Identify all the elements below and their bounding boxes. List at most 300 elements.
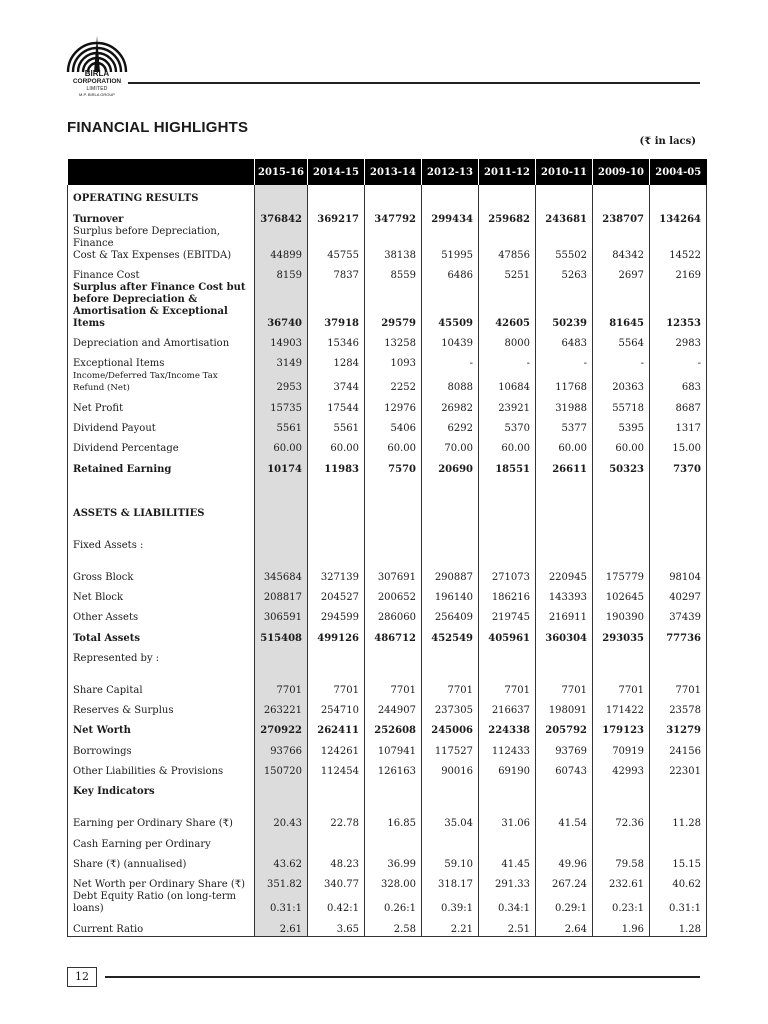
row-label: [68, 891, 255, 915]
table-row: [68, 871, 707, 891]
logo-text: [62, 70, 132, 97]
value-cell-2010-11: 220945: [536, 552, 593, 584]
value-cell-2011-12: 5370: [479, 415, 536, 435]
value-cell-2015-16: [255, 645, 308, 665]
value-cell-2009-10: 5564: [593, 330, 650, 350]
value-cell-2009-10: 81645: [593, 282, 650, 330]
value-cell-2014-15: [308, 645, 365, 665]
value-cell-2004-05: [650, 520, 707, 552]
value-cell-2014-15: [308, 830, 365, 850]
value-cell-2013-14: 29579: [365, 282, 422, 330]
value-cell-2013-14: 2.58: [365, 915, 422, 936]
logo-line2: CORPORATION: [72, 78, 122, 85]
value-cell-2010-11: 5263: [536, 262, 593, 282]
value-cell-2011-12: 186216: [479, 584, 536, 604]
row-label: [68, 645, 255, 665]
value-cell-2015-16: 20.43: [255, 798, 308, 830]
value-cell-2010-11: 41.54: [536, 798, 593, 830]
value-cell-2004-05: 23578: [650, 697, 707, 717]
value-cell-2013-14: 0.26:1: [365, 891, 422, 915]
value-cell-2013-14: 7701: [365, 665, 422, 697]
value-cell-2012-13: 59.10: [422, 851, 479, 871]
row-label: [68, 394, 255, 414]
header-rule: [128, 82, 700, 84]
value-cell-2009-10: 238707: [593, 205, 650, 225]
value-cell-2004-05: 24156: [650, 737, 707, 757]
value-cell-2015-16: 15735: [255, 394, 308, 414]
value-cell-2015-16: 150720: [255, 758, 308, 778]
value-cell-2009-10: 175779: [593, 552, 650, 584]
value-cell-2012-13: [422, 476, 479, 520]
value-cell-2014-15: 262411: [308, 717, 365, 737]
value-cell-2013-14: [365, 185, 422, 205]
value-cell-2014-15: 11983: [308, 455, 365, 475]
value-cell-2004-05: 7701: [650, 665, 707, 697]
value-cell-2014-15: [308, 185, 365, 205]
table-row: [68, 205, 707, 225]
row-label-line: Surplus before Depreciation, Finance: [73, 225, 220, 249]
value-cell-2013-14: 36.99: [365, 851, 422, 871]
table-row: [68, 455, 707, 475]
value-cell-2013-14: 60.00: [365, 435, 422, 455]
table-row: [68, 394, 707, 414]
row-label: [68, 778, 255, 798]
value-cell-2013-14: 16.85: [365, 798, 422, 830]
value-cell-2004-05: 40297: [650, 584, 707, 604]
value-cell-2004-05: 77736: [650, 624, 707, 644]
value-cell-2009-10: 232.61: [593, 871, 650, 891]
row-label: [68, 717, 255, 737]
value-cell-2015-16: 5561: [255, 415, 308, 435]
value-cell-2013-14: 244907: [365, 697, 422, 717]
table-row: [68, 891, 707, 915]
value-cell-2009-10: 50323: [593, 455, 650, 475]
value-cell-2010-11: [536, 830, 593, 850]
value-cell-2009-10: 190390: [593, 604, 650, 624]
value-cell-2011-12: [479, 645, 536, 665]
logo-line3: LIMITED: [86, 85, 108, 92]
table-row: [68, 778, 707, 798]
value-cell-2009-10: 79.58: [593, 851, 650, 871]
row-label-line: Surplus after Finance Cost but: [73, 281, 246, 293]
unit-note: (₹ in lacs): [639, 136, 696, 147]
row-label: [68, 435, 255, 455]
table-row: [68, 435, 707, 455]
value-cell-2014-15: 37918: [308, 282, 365, 330]
value-cell-2011-12: 10684: [479, 370, 536, 394]
value-cell-2010-11: [536, 778, 593, 798]
value-cell-2012-13: 26982: [422, 394, 479, 414]
year-header-2014-15: 2014-15: [308, 159, 365, 185]
value-cell-2011-12: 18551: [479, 455, 536, 475]
row-label-line: Net Block: [73, 591, 124, 603]
value-cell-2015-16: 306591: [255, 604, 308, 624]
value-cell-2010-11: [536, 520, 593, 552]
value-cell-2010-11: 143393: [536, 584, 593, 604]
value-cell-2014-15: 0.42:1: [308, 891, 365, 915]
value-cell-2011-12: 291.33: [479, 871, 536, 891]
row-label-line: Net Worth per Ordinary Share (₹): [73, 879, 246, 891]
value-cell-2004-05: 2983: [650, 330, 707, 350]
value-cell-2012-13: -: [422, 350, 479, 370]
value-cell-2015-16: 351.82: [255, 871, 308, 891]
row-label-line: before Depreciation &: [73, 293, 198, 305]
value-cell-2014-15: 1284: [308, 350, 365, 370]
value-cell-2009-10: -: [593, 350, 650, 370]
value-cell-2004-05: 14522: [650, 226, 707, 262]
value-cell-2009-10: 2697: [593, 262, 650, 282]
table-row: [68, 915, 707, 936]
row-label: [68, 604, 255, 624]
row-label: [68, 851, 255, 871]
row-label: [68, 584, 255, 604]
row-label: [68, 520, 255, 552]
value-cell-2013-14: 7570: [365, 455, 422, 475]
value-cell-2015-16: [255, 520, 308, 552]
row-label-line: Fixed Assets :: [73, 539, 144, 551]
value-cell-2011-12: [479, 830, 536, 850]
value-cell-2015-16: 36740: [255, 282, 308, 330]
row-label-line: Net Profit: [73, 402, 124, 414]
value-cell-2012-13: 237305: [422, 697, 479, 717]
value-cell-2014-15: 7837: [308, 262, 365, 282]
value-cell-2004-05: 31279: [650, 717, 707, 737]
value-cell-2012-13: 6486: [422, 262, 479, 282]
table-row: [68, 330, 707, 350]
page-title: FINANCIAL HIGHLIGHTS: [67, 119, 249, 136]
value-cell-2013-14: [365, 778, 422, 798]
value-cell-2014-15: 340.77: [308, 871, 365, 891]
value-cell-2010-11: 60.00: [536, 435, 593, 455]
value-cell-2011-12: 405961: [479, 624, 536, 644]
table-row: [68, 798, 707, 830]
row-label-line: Cash Earning per Ordinary: [73, 838, 211, 850]
table-row: [68, 624, 707, 644]
row-label-line: Depreciation and Amortisation: [73, 338, 230, 350]
value-cell-2011-12: [479, 778, 536, 798]
year-header-2009-10: 2009-10: [593, 159, 650, 185]
value-cell-2004-05: 1317: [650, 415, 707, 435]
value-cell-2013-14: 5406: [365, 415, 422, 435]
value-cell-2013-14: [365, 645, 422, 665]
table-row: [68, 262, 707, 282]
row-label: [68, 282, 255, 330]
value-cell-2004-05: 12353: [650, 282, 707, 330]
value-cell-2011-12: 23921: [479, 394, 536, 414]
value-cell-2015-16: [255, 830, 308, 850]
row-label-line: Dividend Percentage: [73, 443, 179, 455]
year-header-2012-13: 2012-13: [422, 159, 479, 185]
table-row: [68, 185, 707, 205]
financial-table: [67, 159, 707, 937]
value-cell-2010-11: 11768: [536, 370, 593, 394]
value-cell-2004-05: 8687: [650, 394, 707, 414]
value-cell-2015-16: 208817: [255, 584, 308, 604]
value-cell-2012-13: [422, 830, 479, 850]
value-cell-2009-10: 293035: [593, 624, 650, 644]
row-label-line: Other Assets: [73, 612, 139, 624]
value-cell-2013-14: 252608: [365, 717, 422, 737]
value-cell-2014-15: 7701: [308, 665, 365, 697]
row-label-line: Other Liabilities & Provisions: [73, 766, 224, 778]
value-cell-2012-13: 318.17: [422, 871, 479, 891]
value-cell-2012-13: 245006: [422, 717, 479, 737]
value-cell-2009-10: 55718: [593, 394, 650, 414]
value-cell-2011-12: [479, 520, 536, 552]
row-label: [68, 370, 255, 394]
header-label-cell: [68, 159, 255, 185]
value-cell-2013-14: [365, 520, 422, 552]
year-header-2015-16: 2015-16: [255, 159, 308, 185]
value-cell-2012-13: 20690: [422, 455, 479, 475]
value-cell-2014-15: 5561: [308, 415, 365, 435]
value-cell-2015-16: 44899: [255, 226, 308, 262]
table-row: [68, 415, 707, 435]
table-header-row: [68, 159, 707, 185]
value-cell-2011-12: 60.00: [479, 435, 536, 455]
value-cell-2012-13: 90016: [422, 758, 479, 778]
value-cell-2015-16: 263221: [255, 697, 308, 717]
year-header-2004-05: 2004-05: [650, 159, 707, 185]
value-cell-2010-11: 50239: [536, 282, 593, 330]
value-cell-2014-15: 60.00: [308, 435, 365, 455]
value-cell-2009-10: 42993: [593, 758, 650, 778]
value-cell-2009-10: [593, 520, 650, 552]
value-cell-2012-13: 117527: [422, 737, 479, 757]
row-label: [68, 262, 255, 282]
logo-arcs-icon: [64, 30, 130, 74]
value-cell-2010-11: 205792: [536, 717, 593, 737]
row-label-line: Share Capital: [73, 684, 143, 696]
value-cell-2011-12: 112433: [479, 737, 536, 757]
value-cell-2014-15: 17544: [308, 394, 365, 414]
value-cell-2013-14: 347792: [365, 205, 422, 225]
row-label: [68, 226, 255, 262]
value-cell-2011-12: 0.34:1: [479, 891, 536, 915]
value-cell-2009-10: 84342: [593, 226, 650, 262]
value-cell-2010-11: 6483: [536, 330, 593, 350]
value-cell-2012-13: [422, 185, 479, 205]
row-label-line: Gross Block: [73, 571, 134, 583]
row-label: [68, 415, 255, 435]
value-cell-2011-12: 224338: [479, 717, 536, 737]
value-cell-2009-10: 5395: [593, 415, 650, 435]
value-cell-2012-13: 70.00: [422, 435, 479, 455]
value-cell-2011-12: 216637: [479, 697, 536, 717]
value-cell-2010-11: 267.24: [536, 871, 593, 891]
value-cell-2013-14: 38138: [365, 226, 422, 262]
value-cell-2014-15: [308, 778, 365, 798]
year-header-2011-12: 2011-12: [479, 159, 536, 185]
value-cell-2015-16: [255, 778, 308, 798]
row-label-line: Total Assets: [73, 632, 140, 644]
value-cell-2014-15: 3.65: [308, 915, 365, 936]
value-cell-2009-10: 1.96: [593, 915, 650, 936]
value-cell-2010-11: 360304: [536, 624, 593, 644]
value-cell-2004-05: 134264: [650, 205, 707, 225]
value-cell-2004-05: 2169: [650, 262, 707, 282]
row-label-line: Current Ratio: [73, 923, 144, 935]
row-label: [68, 697, 255, 717]
row-label-line: Represented by :: [73, 652, 160, 664]
value-cell-2014-15: [308, 476, 365, 520]
value-cell-2014-15: 499126: [308, 624, 365, 644]
table-row: [68, 552, 707, 584]
value-cell-2014-15: 48.23: [308, 851, 365, 871]
value-cell-2013-14: [365, 830, 422, 850]
value-cell-2011-12: 69190: [479, 758, 536, 778]
value-cell-2010-11: 2.64: [536, 915, 593, 936]
value-cell-2012-13: 45509: [422, 282, 479, 330]
value-cell-2011-12: 7701: [479, 665, 536, 697]
value-cell-2009-10: 171422: [593, 697, 650, 717]
row-label-line: Turnover: [73, 213, 124, 225]
value-cell-2011-12: 41.45: [479, 851, 536, 871]
value-cell-2009-10: 72.36: [593, 798, 650, 830]
value-cell-2009-10: [593, 645, 650, 665]
value-cell-2013-14: 126163: [365, 758, 422, 778]
value-cell-2009-10: [593, 185, 650, 205]
row-label-line: Earning per Ordinary Share (₹): [73, 818, 233, 830]
value-cell-2012-13: 299434: [422, 205, 479, 225]
row-label-line: Reserves & Surplus: [73, 705, 174, 717]
row-label-line: Net Worth: [73, 725, 131, 737]
value-cell-2013-14: [365, 476, 422, 520]
year-header-2013-14: 2013-14: [365, 159, 422, 185]
value-cell-2009-10: [593, 830, 650, 850]
value-cell-2015-16: 43.62: [255, 851, 308, 871]
value-cell-2010-11: 7701: [536, 665, 593, 697]
row-label-line: ASSETS & LIABILITIES: [73, 507, 205, 519]
value-cell-2011-12: 5251: [479, 262, 536, 282]
value-cell-2004-05: 7370: [650, 455, 707, 475]
row-label-line: Cost & Tax Expenses (EBITDA): [73, 249, 232, 261]
value-cell-2011-12: 219745: [479, 604, 536, 624]
value-cell-2014-15: 369217: [308, 205, 365, 225]
value-cell-2012-13: [422, 778, 479, 798]
value-cell-2009-10: [593, 778, 650, 798]
value-cell-2013-14: 200652: [365, 584, 422, 604]
value-cell-2015-16: 60.00: [255, 435, 308, 455]
value-cell-2011-12: 259682: [479, 205, 536, 225]
row-label: [68, 350, 255, 370]
value-cell-2015-16: 515408: [255, 624, 308, 644]
value-cell-2013-14: 12976: [365, 394, 422, 414]
value-cell-2011-12: [479, 476, 536, 520]
footer-rule: [105, 976, 700, 978]
table-row: [68, 851, 707, 871]
value-cell-2012-13: [422, 520, 479, 552]
value-cell-2011-12: 2.51: [479, 915, 536, 936]
row-label-line: Key Indicators: [73, 786, 155, 798]
value-cell-2014-15: 3744: [308, 370, 365, 394]
row-label-line: Income/Deferred Tax/Income Tax Refund (Net): [73, 371, 218, 394]
row-label: [68, 455, 255, 475]
value-cell-2004-05: 1.28: [650, 915, 707, 936]
value-cell-2009-10: 179123: [593, 717, 650, 737]
value-cell-2004-05: 37439: [650, 604, 707, 624]
row-label: [68, 476, 255, 520]
value-cell-2010-11: 93769: [536, 737, 593, 757]
row-label: [68, 830, 255, 850]
value-cell-2009-10: [593, 476, 650, 520]
value-cell-2014-15: 15346: [308, 330, 365, 350]
value-cell-2013-14: 307691: [365, 552, 422, 584]
value-cell-2010-11: 243681: [536, 205, 593, 225]
value-cell-2014-15: 327139: [308, 552, 365, 584]
row-label: [68, 624, 255, 644]
table-row: [68, 370, 707, 394]
value-cell-2010-11: 26611: [536, 455, 593, 475]
value-cell-2012-13: 196140: [422, 584, 479, 604]
table-row: [68, 282, 707, 330]
value-cell-2013-14: 2252: [365, 370, 422, 394]
value-cell-2015-16: 14903: [255, 330, 308, 350]
value-cell-2012-13: 10439: [422, 330, 479, 350]
table-row: [68, 758, 707, 778]
value-cell-2011-12: -: [479, 350, 536, 370]
value-cell-2013-14: 286060: [365, 604, 422, 624]
value-cell-2010-11: [536, 185, 593, 205]
logo-line4: M.P. BIRLA GROUP: [79, 91, 115, 97]
value-cell-2015-16: 270922: [255, 717, 308, 737]
value-cell-2014-15: 112454: [308, 758, 365, 778]
row-label-line: Exceptional Items: [73, 358, 165, 370]
row-label: [68, 798, 255, 830]
row-label: [68, 552, 255, 584]
table-row: [68, 665, 707, 697]
row-label: [68, 758, 255, 778]
value-cell-2009-10: 7701: [593, 665, 650, 697]
value-cell-2014-15: [308, 520, 365, 552]
value-cell-2012-13: 452549: [422, 624, 479, 644]
value-cell-2010-11: 60743: [536, 758, 593, 778]
value-cell-2013-14: 328.00: [365, 871, 422, 891]
value-cell-2004-05: [650, 185, 707, 205]
value-cell-2010-11: -: [536, 350, 593, 370]
value-cell-2012-13: [422, 645, 479, 665]
table-row: [68, 584, 707, 604]
value-cell-2012-13: 7701: [422, 665, 479, 697]
row-label-line: Retained Earning: [73, 463, 172, 475]
value-cell-2009-10: 70919: [593, 737, 650, 757]
value-cell-2014-15: 254710: [308, 697, 365, 717]
value-cell-2015-16: 10174: [255, 455, 308, 475]
value-cell-2013-14: 8559: [365, 262, 422, 282]
value-cell-2015-16: 7701: [255, 665, 308, 697]
value-cell-2012-13: 290887: [422, 552, 479, 584]
value-cell-2010-11: 55502: [536, 226, 593, 262]
value-cell-2014-15: 22.78: [308, 798, 365, 830]
value-cell-2012-13: 0.39:1: [422, 891, 479, 915]
value-cell-2004-05: 11.28: [650, 798, 707, 830]
value-cell-2015-16: 2.61: [255, 915, 308, 936]
value-cell-2010-11: [536, 645, 593, 665]
row-label-line: OPERATING RESULTS: [73, 193, 199, 205]
value-cell-2009-10: 60.00: [593, 435, 650, 455]
value-cell-2004-05: 15.00: [650, 435, 707, 455]
row-label-line: Finance Cost: [73, 269, 140, 281]
row-label: [68, 330, 255, 350]
value-cell-2010-11: 198091: [536, 697, 593, 717]
value-cell-2013-14: 486712: [365, 624, 422, 644]
value-cell-2010-11: 0.29:1: [536, 891, 593, 915]
value-cell-2011-12: 271073: [479, 552, 536, 584]
value-cell-2010-11: [536, 476, 593, 520]
row-label: [68, 665, 255, 697]
value-cell-2015-16: 2953: [255, 370, 308, 394]
value-cell-2012-13: 6292: [422, 415, 479, 435]
